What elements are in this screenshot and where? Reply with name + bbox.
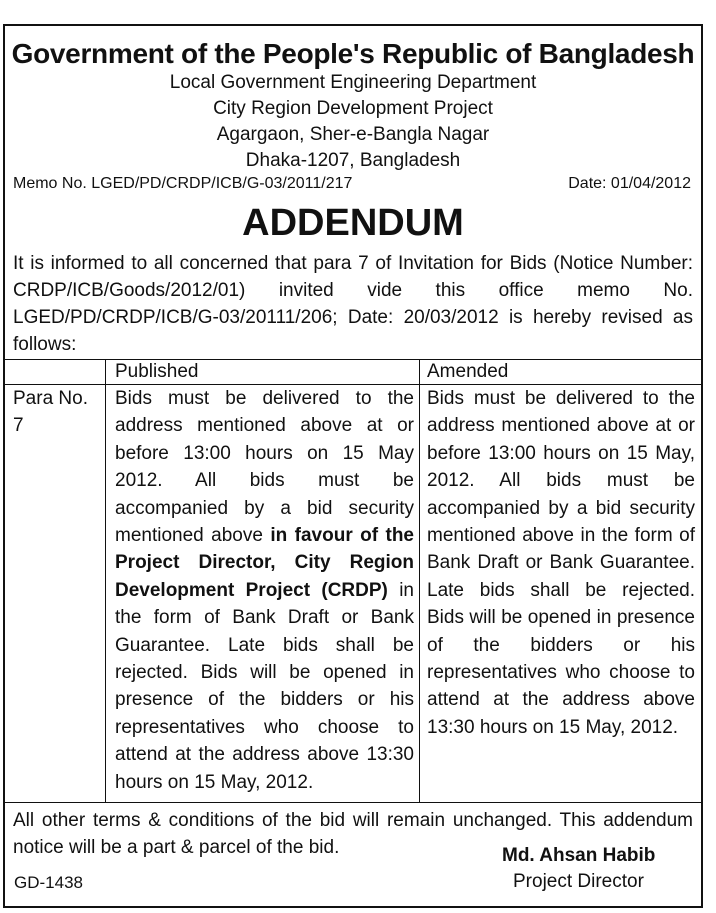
table-header-row bbox=[5, 360, 701, 385]
published-text bbox=[106, 385, 420, 803]
column-header-published: Published bbox=[106, 360, 420, 385]
column-header-amended: Amended bbox=[420, 360, 702, 385]
department-name: Local Government Engineering Department bbox=[169, 72, 537, 93]
government-title: Government of the People's Republic of Bangladesh bbox=[11, 38, 695, 69]
revision-table bbox=[5, 359, 701, 803]
row-label: Para No. 7 bbox=[5, 385, 106, 803]
published-text-bold: in favour of the Project Director, City Region Development Project (CRDP) bbox=[115, 525, 414, 601]
address-line-1: Agargaon, Sher-e-Bangla Nagar bbox=[216, 124, 490, 145]
signer-role: Project Director bbox=[513, 871, 644, 892]
gd-code: GD-1438 bbox=[14, 873, 83, 892]
page-title: ADDENDUM bbox=[242, 202, 464, 244]
memo-row bbox=[5, 174, 701, 194]
signer-name: Md. Ahsan Habib bbox=[502, 845, 656, 866]
addendum-notice bbox=[3, 24, 703, 908]
signature-block bbox=[5, 842, 701, 904]
published-text-part-2: in the form of Bank Draft or Bank Guarantee. Late bids shall be rejected. Bids will be opened in presence of the bidders or his representatives who choose to attend at the address above 13:30 hours on 15 May, 2012. bbox=[115, 579, 414, 793]
memo-date: Date: 01/04/2012 bbox=[568, 175, 691, 192]
project-name: City Region Development Project bbox=[213, 98, 493, 119]
amended-text: Bids must be delivered to the address mentioned above at or before 13:00 hours on 15 May, 2012. All bids must be accompanied by a bid security mentioned above in the form of Bank Draft or Bank Guarantee. Late bids shall be rejected. Bids will be opened in presence of the bidders or his representatives who choose to attend at the address above 13:30 hours on 15 May, 2012. bbox=[420, 385, 702, 803]
table-row bbox=[5, 385, 701, 803]
memo-number: Memo No. LGED/PD/CRDP/ICB/G-03/2011/217 bbox=[13, 175, 353, 192]
published-text-part-1: Bids must be delivered to the address mentioned above at or before 13:00 hours on 15 May 2012. All bids must be accompanied by a bid security mentioned above bbox=[115, 388, 414, 547]
table-header-empty bbox=[5, 360, 106, 385]
closing-paragraph: All other terms & conditions of the bid will remain unchanged. This addendum notice will be a part & parcel of the bid. bbox=[13, 810, 693, 859]
intro-paragraph: It is informed to all concerned that para 7 of Invitation for Bids (Notice Number: CRDP/ICB/Goods/2012/01) invited vide this office memo No. LGED/PD/CRDP/ICB/G-03/20111/206; Date: 20/03/2012 is hereby revised as follows: bbox=[13, 253, 693, 355]
address-line-2: Dhaka-1207, Bangladesh bbox=[245, 150, 461, 171]
